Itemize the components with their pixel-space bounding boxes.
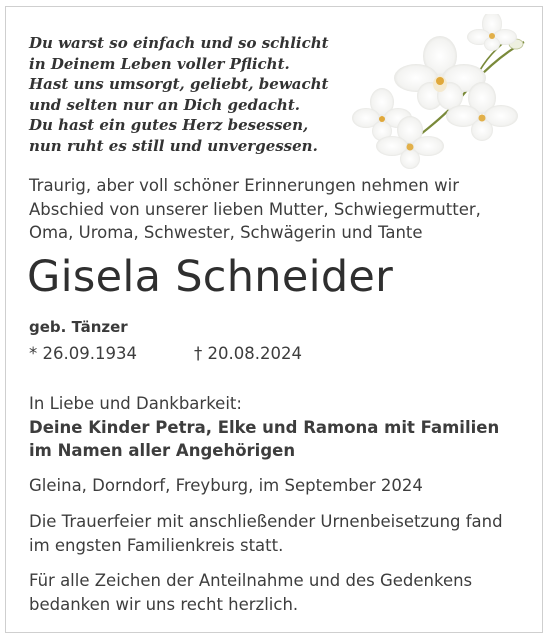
funeral-notice: [29, 510, 534, 557]
poem-line: Du warst so einfach und so schlicht: [29, 34, 329, 52]
thanks-line: Für alle Zeichen der Anteilnahme und des Gedenkens: [29, 571, 473, 590]
intro-text: [29, 174, 529, 245]
funeral-line: im engsten Familienkreis statt.: [29, 535, 284, 555]
death-date: † 20.08.2024: [194, 344, 302, 363]
orchid-icon: [352, 14, 527, 174]
mourners-block: [29, 392, 534, 463]
funeral-line: Die Trauerfeier mit anschließender Urnenbeisetzung fand: [29, 512, 503, 531]
intro-line: Oma, Uroma, Schwester, Schwägerin und Tante: [29, 223, 423, 242]
deceased-name: Gisela Schneider: [27, 252, 394, 302]
birth-date: * 26.09.1934: [29, 344, 137, 363]
thanks-notice: [29, 569, 534, 616]
poem-line: und selten nur an Dich gedacht.: [29, 95, 300, 114]
mourners-line: Deine Kinder Petra, Elke und Ramona mit Familien: [29, 417, 500, 437]
place-date-text: Gleina, Dorndorf, Freyburg, im September 2024: [29, 476, 423, 495]
memorial-poem: [29, 33, 359, 157]
mourners-line: im Namen aller Angehörigen: [29, 441, 296, 460]
intro-line: Traurig, aber voll schöner Erinnerungen nehmen wir: [29, 176, 459, 195]
poem-line: Hast uns umsorgt, geliebt, bewacht: [29, 75, 329, 94]
intro-line: Abschied von unserer lieben Mutter, Schwiegermutter,: [29, 199, 481, 219]
poem-line: nun ruht es still und unvergessen.: [29, 136, 318, 155]
thanks-line: bedanken wir uns recht herzlich.: [29, 594, 299, 614]
place-date: [29, 474, 534, 498]
poem-line: Du hast ein gutes Herz besessen,: [29, 116, 309, 135]
mourners-intro: In Liebe und Dankbarkeit:: [29, 394, 242, 413]
birth-name: geb. Tänzer: [29, 318, 128, 336]
poem-line: in Deinem Leben voller Pflicht.: [29, 54, 290, 73]
